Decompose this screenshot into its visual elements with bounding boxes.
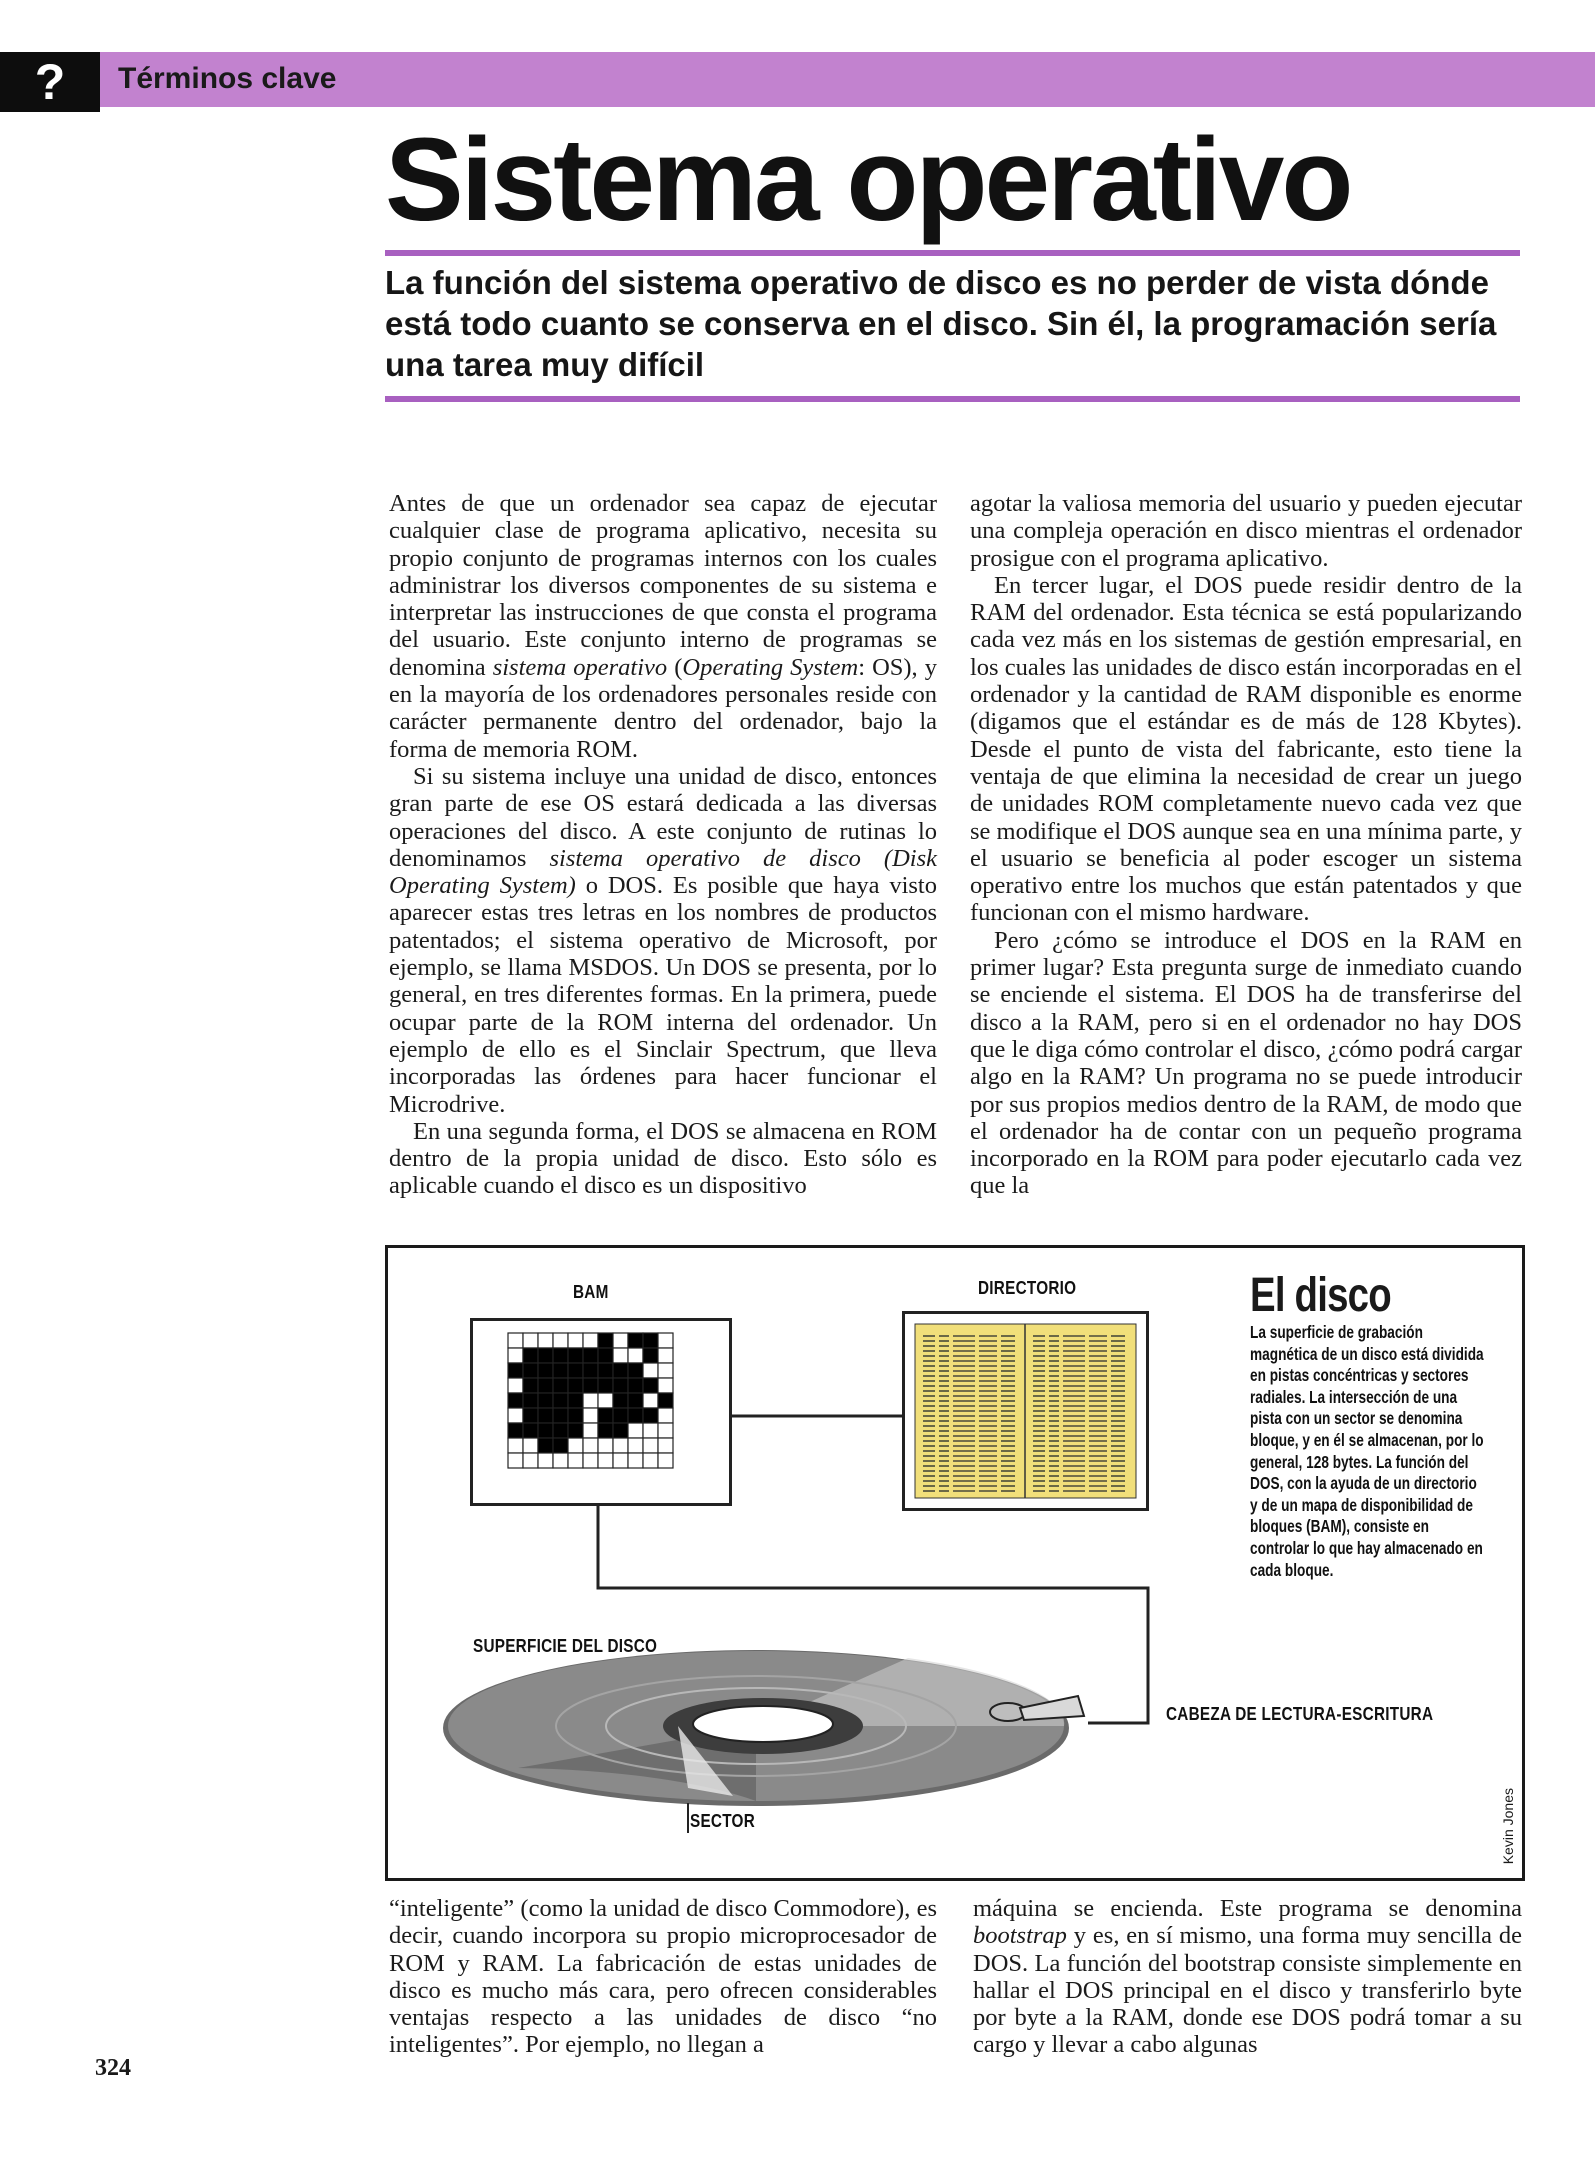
bam-block <box>658 1408 673 1423</box>
bam-grid <box>473 1321 729 1503</box>
bam-block <box>643 1378 658 1393</box>
bam-block <box>613 1393 628 1408</box>
bam-block <box>628 1423 643 1438</box>
bam-block <box>643 1453 658 1468</box>
bam-block <box>523 1363 538 1378</box>
body-column-2 <box>970 490 1522 1200</box>
bam-block <box>583 1363 598 1378</box>
bam-block <box>523 1408 538 1423</box>
bam-block <box>658 1363 673 1378</box>
illustration-credit: Kevin Jones <box>1500 1788 1516 1865</box>
bam-block <box>613 1438 628 1453</box>
bam-block <box>643 1393 658 1408</box>
bam-block <box>658 1378 673 1393</box>
bam-block <box>643 1408 658 1423</box>
paragraph: En una segunda forma, el DOS se almacena en ROM dentro de la propia unidad de disco. Esto sólo es aplicable cuando el disco es un dispositivo <box>389 1117 937 1200</box>
bam-block <box>538 1378 553 1393</box>
bam-block <box>628 1348 643 1363</box>
bam-block <box>583 1408 598 1423</box>
bam-block <box>508 1393 523 1408</box>
bam-block <box>553 1423 568 1438</box>
bam-block <box>568 1393 583 1408</box>
bam-block <box>508 1333 523 1348</box>
directory-listing-icon <box>905 1314 1146 1508</box>
bam-block <box>538 1363 553 1378</box>
bam-block <box>598 1393 613 1408</box>
directory-label: DIRECTORIO <box>978 1278 1077 1298</box>
divider-bottom <box>385 396 1520 402</box>
bam-block <box>598 1453 613 1468</box>
bam-block <box>628 1453 643 1468</box>
bam-block <box>553 1363 568 1378</box>
bam-block <box>658 1348 673 1363</box>
bam-block <box>658 1423 673 1438</box>
bam-block <box>583 1423 598 1438</box>
paragraph: agotar la valiosa memoria del usuario y pueden ejecutar una compleja operación en disco mientras el ordenador prosigue con el programa aplicativo. <box>970 490 1522 572</box>
bam-block <box>508 1453 523 1468</box>
bam-block <box>598 1363 613 1378</box>
directory-panel <box>902 1311 1149 1511</box>
bam-block <box>553 1348 568 1363</box>
bam-block <box>553 1333 568 1348</box>
bam-block <box>628 1438 643 1453</box>
bam-block <box>628 1378 643 1393</box>
paragraph: máquina se encienda. Este programa se denomina bootstrap y es, en sí mismo, una forma muy sencilla de DOS. La función del bootstrap consiste simplemente en hallar el DOS principal en el disco y transferirlo byte por byte a la RAM, donde ese DOS podrá tomar a su cargo y llevar a cabo algunas <box>973 1895 1522 2059</box>
bam-block <box>538 1423 553 1438</box>
disk-illustration <box>443 1650 1084 1833</box>
bam-block <box>613 1378 628 1393</box>
bam-block <box>598 1348 613 1363</box>
bam-block <box>643 1423 658 1438</box>
bam-block <box>598 1333 613 1348</box>
body-column-1 <box>389 490 937 1200</box>
bam-block <box>538 1333 553 1348</box>
bam-block <box>523 1348 538 1363</box>
bam-block <box>568 1438 583 1453</box>
paragraph: Si su sistema incluye una unidad de disco, entonces gran parte de ese OS estará dedicada a las diversas operaciones del disco. A este conjunto de rutinas lo denominamos sistema operativo de disco (Disk Operating System) o DOS. Es posible que haya visto aparecer estas tres letras en los nombres de productos patentados; el sistema operativo de Microsoft, por ejemplo, se llama MSDOS. Un DOS se presenta, por lo general, en tres diferentes formas. En la primera, puede ocupar parte de la ROM interna del ordenador. Un ejemplo de ello es el Sinclair Spectrum, que lleva incorporadas las órdenes para hacer funcionar el Microdrive. <box>389 762 937 1118</box>
read-write-head-label: CABEZA DE LECTURA-ESCRITURA <box>1166 1704 1434 1724</box>
bam-block <box>538 1408 553 1423</box>
body-column-3 <box>389 1895 937 2059</box>
bam-block <box>508 1363 523 1378</box>
bam-block <box>613 1408 628 1423</box>
page-number: 324 <box>95 2055 131 2081</box>
bam-block <box>553 1438 568 1453</box>
bam-block <box>523 1393 538 1408</box>
bam-block <box>508 1378 523 1393</box>
standfirst: La función del sistema operativo de disco es no perder de vista dónde está todo cuanto se conserva en el disco. Sin él, la programación sería una tarea muy difícil <box>385 264 1497 383</box>
question-mark-icon: ? <box>0 52 100 112</box>
bam-block <box>613 1453 628 1468</box>
bam-block <box>523 1453 538 1468</box>
sector-label: SECTOR <box>690 1811 756 1831</box>
divider-top <box>385 250 1520 256</box>
paragraph: Pero ¿cómo se introduce el DOS en la RAM en primer lugar? Esta pregunta surge de inmediato cuando se enciende el sistema. El DOS ha de transferirse del disco a la RAM, pero si en el ordenador no hay DOS que le diga cómo controlar el disco, ¿cómo podrá cargar algo en la RAM? Un programa no se puede introducir por sus propios medios dentro de la RAM, de modo que el ordenador ha de contar con un pequeño programa incorporado en la ROM para poder ejecutarlo cada vez que la <box>970 926 1522 1200</box>
bam-block <box>628 1363 643 1378</box>
bam-block <box>553 1453 568 1468</box>
bam-block <box>643 1333 658 1348</box>
paragraph: Antes de que un ordenador sea capaz de ejecutar cualquier clase de programa aplicativo, necesita su propio conjunto de programas internos con los cuales administrar los diversos componentes de su sistema e interpretar las instrucciones de que consta el programa del usuario. Este conjunto interno de programas se denomina sistema operativo (Operating System: OS), y en la mayoría de los ordenadores personales reside con carácter permanente dentro del ordenador, bajo la forma de memoria ROM. <box>389 490 937 763</box>
bam-block <box>538 1438 553 1453</box>
surface-label: SUPERFICIE DEL DISCO <box>473 1636 658 1656</box>
bam-block <box>658 1393 673 1408</box>
bam-block <box>658 1453 673 1468</box>
bam-block <box>523 1423 538 1438</box>
bam-panel <box>470 1318 732 1506</box>
bam-block <box>568 1378 583 1393</box>
bam-block <box>538 1348 553 1363</box>
bam-block <box>553 1408 568 1423</box>
sidebar-title: El disco <box>1250 1269 1391 1322</box>
bam-block <box>568 1333 583 1348</box>
bam-block <box>583 1453 598 1468</box>
section-kicker: Términos clave <box>118 62 337 95</box>
bam-block <box>523 1438 538 1453</box>
bam-block <box>613 1363 628 1378</box>
bam-block <box>598 1378 613 1393</box>
bam-block <box>568 1423 583 1438</box>
bam-block <box>508 1348 523 1363</box>
bam-block <box>568 1363 583 1378</box>
bam-block <box>553 1378 568 1393</box>
bam-block <box>568 1408 583 1423</box>
page-title: Sistema operativo <box>385 114 1351 246</box>
bam-block <box>583 1333 598 1348</box>
bam-label: BAM <box>573 1282 609 1302</box>
bam-block <box>538 1393 553 1408</box>
bam-block <box>658 1333 673 1348</box>
paragraph: “inteligente” (como la unidad de disco Commodore), es decir, cuando incorpora su propio microprocesador de ROM y RAM. La fabricación de estas unidades de disco es mucho más cara, pero ofrecen considerables ventajas respecto a las unidades de disco “no inteligentes”. Por ejemplo, no llegan a <box>389 1895 937 2059</box>
bam-block <box>583 1393 598 1408</box>
bam-block <box>643 1348 658 1363</box>
bam-block <box>538 1453 553 1468</box>
bam-block <box>598 1438 613 1453</box>
disk-diagram <box>385 1245 1525 1881</box>
bam-block <box>613 1348 628 1363</box>
sidebar-text: La superficie de grabación magnética de un disco está dividida en pistas concéntricas y sectores radiales. La intersección de una pista con un sector se denomina bloque, y en él se almacenan, por lo general, 128 bytes. La función del DOS, con la ayuda de un directorio y de un mapa de disponibilidad de bloques (BAM), consiste en controlar lo que hay almacenado en cada bloque. <box>1250 1322 1484 1580</box>
bam-block <box>523 1333 538 1348</box>
bam-block <box>628 1393 643 1408</box>
bam-block <box>553 1393 568 1408</box>
bam-block <box>598 1408 613 1423</box>
paragraph: En tercer lugar, el DOS puede residir dentro de la RAM del ordenador. Esta técnica se está popularizando cada vez más en los sistemas de gestión empresarial, en los cuales las unidades de disco están incorporadas en el ordenador y la cantidad de RAM disponible es enorme (digamos que el estándar es de más de 128 Kbytes). Desde el punto de vista del fabricante, esto tiene la ventaja de que elimina la necesidad de crear un juego de unidades ROM completamente nuevo cada vez que se modifique el DOS aunque sea en una mínima parte, y el usuario se beneficia al poder escoger un sistema operativo entre los muchos que están patentados y que funcionan con el mismo hardware. <box>970 571 1522 927</box>
bam-block <box>628 1333 643 1348</box>
bam-block <box>613 1423 628 1438</box>
bam-block <box>583 1438 598 1453</box>
body-column-4 <box>973 1895 1522 2059</box>
bam-block <box>658 1438 673 1453</box>
bam-block <box>568 1348 583 1363</box>
bam-block <box>523 1378 538 1393</box>
bam-block <box>643 1438 658 1453</box>
bam-block <box>613 1333 628 1348</box>
bam-block <box>583 1348 598 1363</box>
bam-block <box>643 1363 658 1378</box>
bam-block <box>508 1408 523 1423</box>
bam-block <box>508 1438 523 1453</box>
bam-block <box>628 1408 643 1423</box>
bam-block <box>508 1423 523 1438</box>
bam-block <box>598 1423 613 1438</box>
bam-block <box>568 1453 583 1468</box>
bam-block <box>583 1378 598 1393</box>
